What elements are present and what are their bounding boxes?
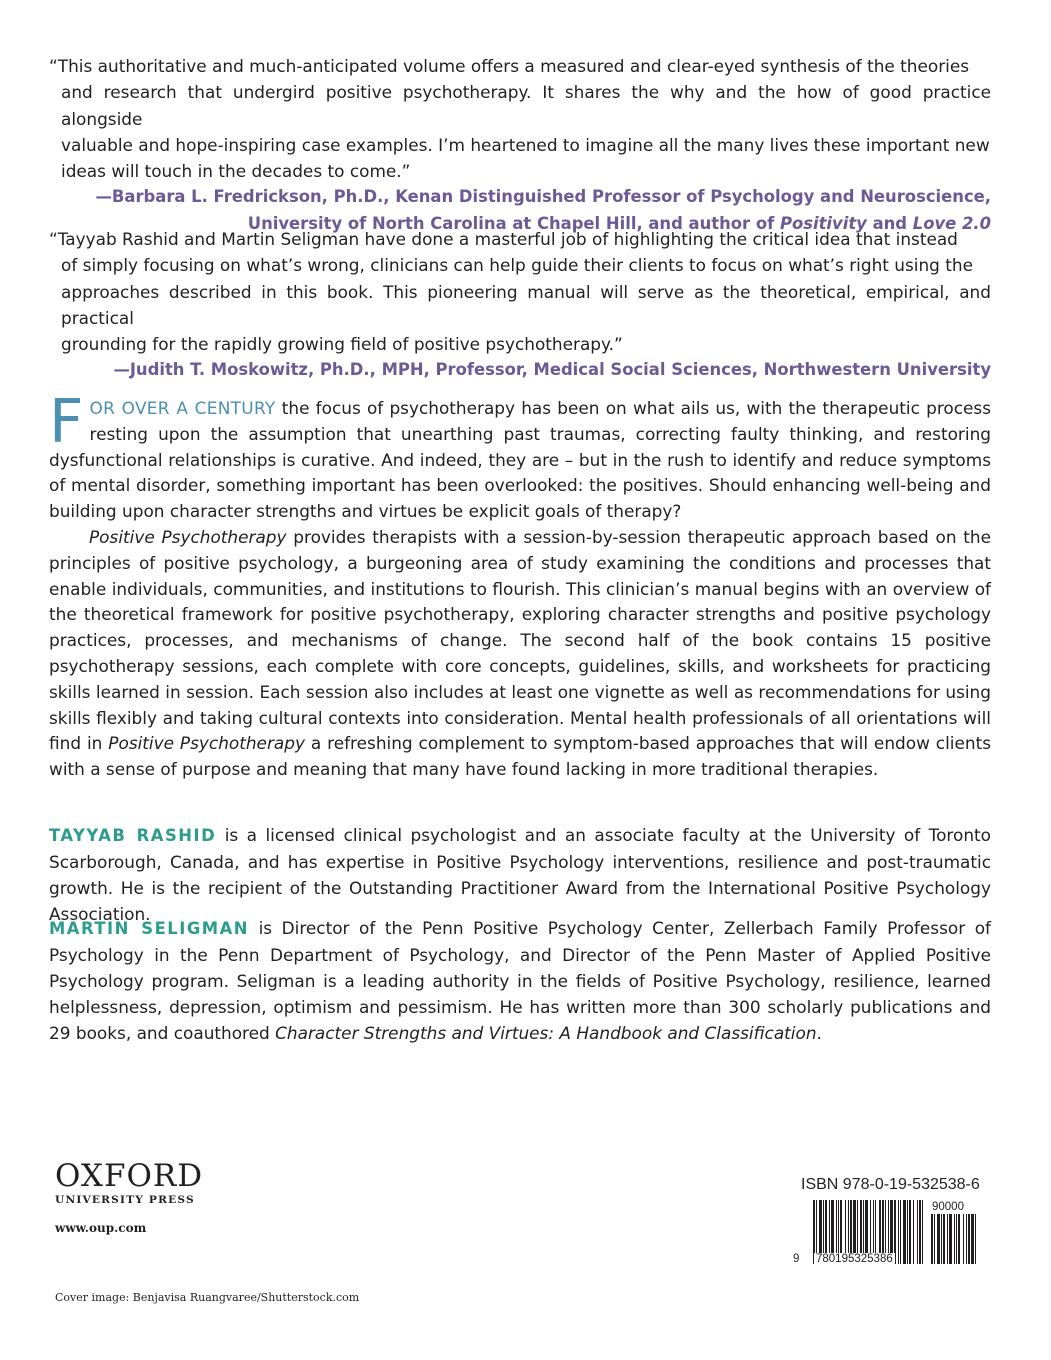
quote-1-line: and research that undergird positive psychotherapy. It shares the why and the how of good practice alongside	[61, 82, 991, 129]
quote-1-text	[49, 53, 991, 184]
barcode-addon: 90000	[932, 1201, 964, 1213]
barcode-bar	[934, 1214, 935, 1264]
quote-2-attribution	[49, 357, 991, 383]
author-name: TAYYAB RASHID	[49, 826, 217, 845]
attribution-line: —Judith T. Moskowitz, Ph.D., MPH, Professor, Medical Social Sciences, Northwestern University	[113, 360, 991, 380]
endorsement-quote-1	[49, 53, 991, 237]
bio-body: is a licensed clinical psychologist and an associate faculty at the University of Toronto Scarborough, Canada, and has expertise in Positive Psychology interventions, resilience and post-traumatic growth. He is the recipient of the Outstanding Practitioner Award from the International Positive Psychology Association.	[49, 825, 992, 924]
oxford-wordmark: OXFORD	[55, 1158, 204, 1194]
book-title: Character Strengths and Virtues: A Handbook and Classification	[275, 1023, 817, 1043]
attribution-line: —Barbara L. Fredrickson, Ph.D., Kenan Distinguished Professor of Psychology and Neuroscience,	[95, 187, 991, 207]
author-name: MARTIN SELIGMAN	[49, 919, 249, 938]
description-paragraph-2	[49, 525, 991, 783]
barcode-bar	[922, 1200, 923, 1264]
barcode-bar	[956, 1214, 957, 1264]
drop-cap: F	[49, 387, 84, 457]
cover-image-credit: Cover image: Benjavisa Ruangvaree/Shutterstock.com	[55, 1291, 360, 1304]
barcode-bar	[917, 1200, 918, 1264]
barcode-bar	[941, 1214, 942, 1264]
quote-2-line: of simply focusing on what’s wrong, clinicians can help guide their clients to focus on what’s right using the	[61, 255, 973, 276]
barcode-bar	[931, 1214, 933, 1264]
oxford-subline: UNIVERSITY PRESS	[55, 1194, 195, 1206]
barcode-bar	[909, 1200, 911, 1264]
quote-2-line: “Tayyab Rashid and Martin Seligman have done a masterful job of highlighting the critical idea that instead	[49, 229, 958, 249]
barcode-bar	[971, 1214, 974, 1264]
book-description	[49, 387, 992, 783]
barcode-bar	[954, 1214, 955, 1264]
isbn-barcode	[793, 1200, 983, 1270]
book-title: Love 2.0	[912, 213, 991, 233]
bio-body: is Director of the Penn Positive Psychology Center, Zellerbach Family Professor of Psychology in the Penn Department of Psychology, and Director of the Penn Master of Applied Positive Psychology program. Seligman is a leading authority in the fields of Positive Psychology, resilience, learned helplessness, depression, optimism and pessimism. He has written more than 300 scholarly publications and 29 books, and coauthored	[49, 918, 991, 1043]
quote-1-line: valuable and hope-inspiring case examples. I’m heartened to imagine all the many lives these important new	[61, 134, 990, 155]
barcode-bar	[913, 1200, 914, 1264]
isbn-label: ISBN 978-0-19-532538-6	[801, 1176, 980, 1193]
barcode-bar	[968, 1214, 970, 1264]
paragraph-text: provides therapists with a session-by-session therapeutic approach based on the principles of positive psychology, a burgeoning area of study examining the conditions and processes that enable individuals, communities, and institutions to flourish. This clinician’s manual begins with an overview of the theoretical framework for positive psychotherapy, exploring character strengths and positive psychology practices, processes, and mechanisms of change. The second half of the book contains 15 positive psychotherapy sessions, each complete with core concepts, guidelines, skills, and worksheets for practicing skills learned in session. Each session also includes at least one vignette as well as recommendations for using skills flexibly and taking cultural contexts into consideration. Mental health professionals of all orientations will find in	[49, 526, 992, 754]
attribution-line: and	[866, 213, 913, 233]
author-bio-rashid	[49, 822, 991, 927]
barcode-bar	[919, 1200, 921, 1264]
barcode-digits: 780195325386	[816, 1253, 893, 1265]
description-paragraph-1	[49, 387, 991, 525]
publisher-website[interactable]: www.oup.com	[55, 1221, 147, 1235]
lead-in: OR OVER A CENTURY	[89, 398, 276, 418]
barcode-bar	[903, 1200, 906, 1264]
barcode-bar	[963, 1214, 964, 1264]
book-title: Positive Psychotherapy	[89, 526, 287, 547]
barcode-lead-digit: 9	[793, 1253, 800, 1265]
barcode-bar	[907, 1200, 908, 1264]
quote-1-line: “This authoritative and much-anticipated volume offers a measured and clear-eyed synthesis of the theories	[49, 56, 970, 76]
barcode-bar	[949, 1214, 952, 1264]
author-bio-seligman	[49, 915, 991, 1046]
quote-1-line: ideas will touch in the decades to come.”	[61, 161, 411, 182]
barcode-bar	[900, 1200, 901, 1264]
paragraph-text: the focus of psychotherapy has been on what ails us, with the therapeutic process resting upon the assumption that unearthing past traumas, correcting faulty thinking, and restoring dysfunctional relationships is curative. And indeed, they are – but in the rush to identify and reduce symptoms of mental disorder, something important has been overlooked: the positives. Should enhancing well-being and building upon character strengths and virtues be explicit goals of therapy?	[49, 398, 991, 522]
oxford-logo	[55, 1160, 203, 1206]
bio-text	[49, 822, 991, 927]
quote-2-text	[49, 226, 991, 357]
barcode-bar	[947, 1214, 948, 1264]
book-title: Positivity	[779, 213, 867, 233]
bio-body: .	[816, 1023, 822, 1043]
quote-2-line: grounding for the rapidly growing field of positive psychotherapy.”	[61, 334, 623, 355]
barcode-bar	[966, 1214, 967, 1264]
paragraph-text: a refreshing complement to symptom-based approaches that will endow clients with a sense of purpose and meaning that many have found lacking in more traditional therapies.	[49, 733, 991, 780]
endorsement-quote-2	[49, 226, 991, 384]
quote-2-line: approaches described in this book. This pioneering manual will serve as the theoretical, empirical, and practical	[61, 281, 991, 328]
barcode-bar	[943, 1214, 945, 1264]
bio-text	[49, 915, 991, 1046]
barcode-bar	[958, 1214, 960, 1264]
barcode-bar	[975, 1214, 976, 1264]
barcode-bar	[898, 1200, 899, 1264]
attribution-line: University of North Carolina at Chapel Hill, and author of	[247, 213, 780, 233]
book-title: Positive Psychotherapy	[108, 733, 305, 754]
barcode-bar	[937, 1214, 940, 1264]
